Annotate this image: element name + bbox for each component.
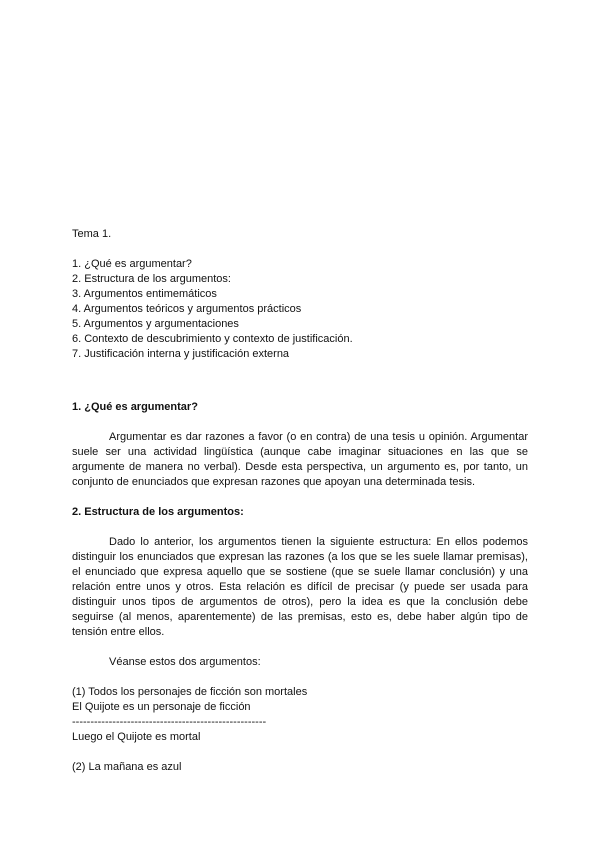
toc-item: 1. ¿Qué es argumentar? — [72, 258, 192, 270]
spacer — [72, 745, 528, 760]
toc-item: 5. Argumentos y argumentaciones — [72, 318, 239, 330]
argument-1-premise-1: (1) Todos los personajes de ficción son mortales — [72, 686, 308, 698]
argument-2-premise-1: (2) La mañana es azul — [72, 761, 182, 773]
section-1-paragraph: Argumentar es dar razones a favor (o en contra) de una tesis u opinión. Argumentar suele ser una actividad lingüística (aunque cabe imaginar situaciones en las que se argumente de manera no verbal). Desde esta perspectiva, un argumento es, por tanto, un conjunto de enunciados que expresan razones que apoyan una determinada tesis. — [72, 431, 528, 488]
document-content — [72, 227, 528, 775]
toc-item: 3. Argumentos entimemáticos — [72, 288, 217, 300]
argument-1-conclusion: Luego el Quijote es mortal — [72, 731, 201, 743]
toc-item: 6. Contexto de descubrimiento y contexto de justificación. — [72, 333, 353, 345]
argument-1-premise-2: El Quijote es un personaje de ficción — [72, 701, 251, 713]
section-2-paragraph: Dado lo anterior, los argumentos tienen la siguiente estructura: En ellos podemos distinguir los enunciados que expresan las razones (a los que se les suele llamar premisas), el enunciado que expresa aquello que se sostiene (que se suele llamar conclusión) y una relación entre unos y otros. Esta relación es difícil de precisar (y puede ser usada para distinguir unos tipos de argumentos de otros), pero la idea es que la conclusión debe seguirse (al menos, aparentemente) de las premisas, esto es, debe haber algún tipo de tensión entre ellos. — [72, 536, 528, 638]
toc-item: 7. Justificación interna y justificación externa — [72, 348, 290, 360]
toc-item: 4. Argumentos teóricos y argumentos prácticos — [72, 303, 302, 315]
section-1-heading: 1. ¿Qué es argumentar? — [72, 401, 198, 413]
toc-item: 2. Estructura de los argumentos: — [72, 273, 231, 285]
section-2-heading: 2. Estructura de los argumentos: — [72, 506, 244, 518]
document-title: Tema 1. — [72, 228, 112, 240]
argument-1-separator: ----------------------------------------------------- — [72, 716, 267, 728]
examples-intro: Véanse estos dos argumentos: — [109, 656, 261, 668]
table-of-contents — [72, 257, 528, 362]
